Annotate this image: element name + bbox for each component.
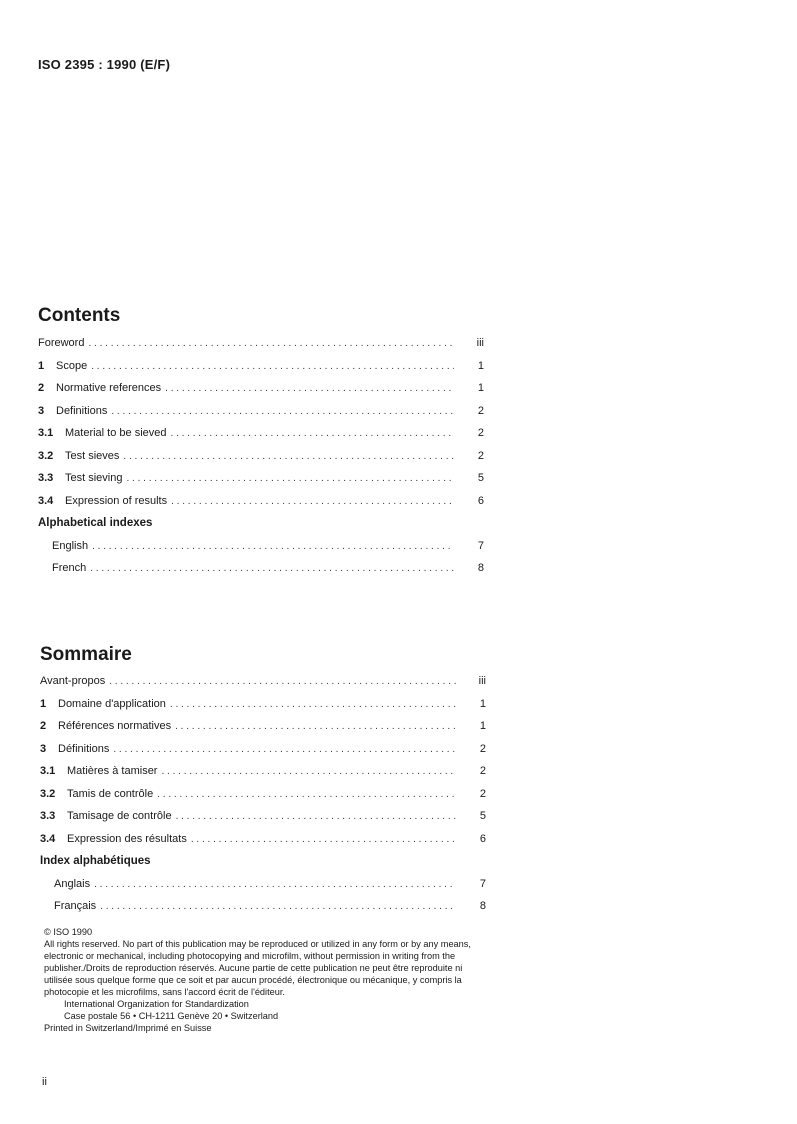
dot-leader: [165, 383, 454, 394]
organization-address: Case postale 56 • CH-1211 Genève 20 • Switzerland: [64, 1011, 279, 1021]
dot-leader: [161, 766, 456, 777]
toc-entry-label: Expression of results: [65, 494, 168, 507]
toc-entry-page: 2: [479, 765, 486, 777]
index-entry-page: 7: [477, 539, 484, 552]
dot-leader: [90, 563, 454, 574]
toc-entry: [40, 720, 486, 743]
copyright-line: © ISO 1990: [44, 927, 93, 937]
toc-entry-label: Normative references: [56, 382, 162, 394]
toc-entry-page: 2: [479, 742, 486, 755]
toc-entry-number: 2: [40, 720, 47, 732]
index-entry: [40, 878, 486, 901]
index-entry-page: 8: [477, 562, 484, 574]
organization-name: International Organization for Standardization: [64, 999, 249, 1009]
index-entry-page: 8: [479, 900, 486, 912]
document-id: ISO 2395 : 1990 (E/F): [38, 57, 171, 72]
toc-entry: [38, 495, 484, 518]
toc-entry-page: 2: [477, 449, 484, 462]
toc-entry: [40, 810, 486, 833]
index-heading: Alphabetical indexes: [38, 517, 153, 529]
dot-leader: [91, 361, 454, 372]
dot-leader: [100, 901, 456, 912]
dot-leader: [92, 541, 454, 552]
toc-entry-label: Definitions: [56, 404, 108, 417]
toc-entry-label: Définitions: [58, 742, 110, 755]
toc-entry-label: Expression des résultats: [67, 832, 187, 845]
toc-entry: [40, 833, 486, 856]
toc-entry-label: Domaine d'application: [58, 697, 166, 710]
toc-entry-number: 3.3: [40, 810, 56, 822]
copyright-text: All rights reserved. No part of this publication may be reproduced or utilized in any form or by any means, electronic or mechanical, including photocopying and microfilm, without permission in writing from the publisher./Droits de reproduction réservés. Aucune partie de cette publication ne peut être reproduite ni utilisée sous quelque forme que ce soit et par aucun procédé, électronique ou mécanique, y compris la photocopie et les microfilms, sans l'accord écrit de l'éditeur.: [44, 939, 471, 997]
toc-entry-label: Avant-propos: [40, 675, 106, 687]
toc-entry-number: 1: [40, 697, 47, 710]
contents-list: [38, 337, 484, 585]
dot-leader: [157, 789, 456, 800]
toc-entry: [38, 450, 484, 473]
toc-entry-page: 5: [479, 810, 486, 822]
toc-entry-page: 1: [477, 359, 484, 372]
toc-entry-number: 3: [38, 404, 45, 417]
toc-entry-label: Références normatives: [58, 720, 172, 732]
toc-entry-number: 3.4: [38, 494, 54, 507]
toc-entry: [38, 472, 484, 495]
toc-entry: [40, 765, 486, 788]
toc-entry: [40, 698, 486, 721]
toc-entry-page: 1: [479, 720, 486, 732]
toc-entry-number: 3.2: [40, 787, 56, 800]
toc-entry-number: 3.1: [38, 427, 54, 439]
dot-leader: [123, 451, 454, 462]
toc-entry-page: 1: [479, 697, 486, 710]
toc-entry-number: 1: [38, 359, 45, 372]
toc-entry-number: 3.2: [38, 449, 54, 462]
toc-entry-label: Foreword: [38, 337, 85, 349]
toc-entry-page: 2: [477, 427, 484, 439]
toc-entry: [38, 360, 484, 383]
toc-entry-number: 3.1: [40, 765, 56, 777]
toc-entry-label: Material to be sieved: [65, 427, 167, 439]
page-number: ii: [42, 1076, 47, 1088]
toc-entry-number: 3: [40, 742, 47, 755]
dot-leader: [175, 721, 456, 732]
index-heading: Index alphabétiques: [40, 855, 151, 867]
toc-entry-page: 1: [477, 382, 484, 394]
toc-entry-label: Scope: [56, 359, 88, 372]
toc-entry: [40, 743, 486, 766]
dot-leader: [170, 699, 456, 710]
toc-entry-page: 2: [479, 787, 486, 800]
dot-leader: [109, 676, 456, 687]
toc-entry-label: Tamis de contrôle: [67, 787, 154, 800]
index-entry-label: Anglais: [54, 877, 91, 890]
copyright-notice: [44, 926, 488, 1034]
dot-leader: [94, 879, 456, 890]
dot-leader: [111, 406, 454, 417]
toc-entry-number: 2: [38, 382, 45, 394]
sommaire-list: [40, 675, 486, 923]
index-entry-page: 7: [479, 877, 486, 890]
toc-entry: [38, 405, 484, 428]
toc-entry-label: Matières à tamiser: [67, 765, 158, 777]
toc-entry-page: 5: [477, 472, 484, 484]
toc-entry-number: 3.4: [40, 832, 56, 845]
index-entry: [38, 540, 484, 563]
dot-leader: [126, 473, 454, 484]
dot-leader: [113, 744, 456, 755]
toc-entry-page: iii: [476, 337, 484, 349]
toc-entry: [38, 337, 484, 360]
index-entry-label: English: [52, 539, 89, 552]
toc-entry-page: iii: [478, 675, 486, 687]
toc-entry: [40, 675, 486, 698]
toc-entry-page: 6: [479, 832, 486, 845]
dot-leader: [88, 338, 454, 349]
index-entry-label: French: [52, 562, 87, 574]
contents-title: Contents: [38, 305, 121, 326]
index-entry: [40, 900, 486, 923]
toc-entry-label: Test sieving: [65, 472, 123, 484]
dot-leader: [176, 811, 456, 822]
toc-entry: [38, 382, 484, 405]
toc-entry: [38, 427, 484, 450]
index-entry: [38, 562, 484, 585]
toc-entry-page: 6: [477, 494, 484, 507]
dot-leader: [191, 834, 456, 845]
dot-leader: [171, 428, 455, 439]
sommaire-title: Sommaire: [40, 644, 132, 665]
toc-entry-page: 2: [477, 404, 484, 417]
index-entry-label: Français: [54, 900, 97, 912]
toc-entry: [40, 788, 486, 811]
toc-entry-label: Test sieves: [65, 449, 120, 462]
toc-entry-number: 3.3: [38, 472, 54, 484]
toc-entry-label: Tamisage de contrôle: [67, 810, 172, 822]
dot-leader: [171, 496, 454, 507]
printed-in: Printed in Switzerland/Imprimé en Suisse: [44, 1023, 212, 1033]
